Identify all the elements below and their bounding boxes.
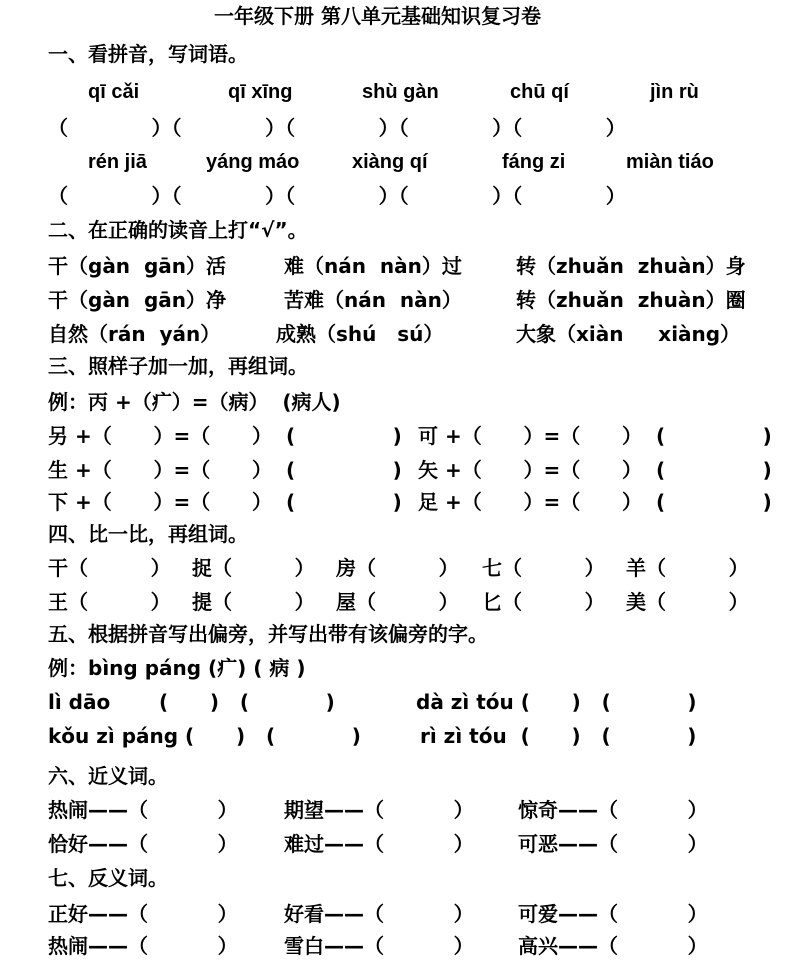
add-exercise[interactable]: 矢 +（ ）=（ ） ( ) [418, 458, 772, 482]
compare-item[interactable]: 匕（ ） [482, 590, 605, 614]
answer-blanks[interactable]: （ ）（ ）（ ）（ ）（ ） [48, 116, 626, 140]
example-line: 例：bìng páng (疒) ( 病 ) [48, 656, 306, 680]
page-title: 一年级下册 第八单元基础知识复习卷 [214, 4, 541, 28]
add-exercise[interactable]: 足 +（ ）=（ ） ( ) [418, 490, 772, 514]
section-5-heading: 五、根据拼音写出偏旁，并写出带有该偏旁的字。 [48, 622, 488, 646]
pinyin-word: shù gàn [362, 81, 439, 103]
compare-item[interactable]: 提（ ） [192, 590, 315, 614]
pinyin-word: miàn tiáo [626, 151, 714, 173]
synonym-item[interactable]: 惊奇——（ ） [518, 798, 708, 822]
radical-exercise[interactable]: dà zì tóu ( ) ( ) [416, 690, 697, 714]
pinyin-word: qī xīng [228, 81, 293, 103]
section-6-heading: 六、近义词。 [48, 764, 168, 788]
section-7-heading: 七、反义词。 [48, 866, 168, 890]
antonym-item[interactable]: 高兴——（ ） [518, 934, 708, 958]
pronunciation-item[interactable]: 转（zhuǎn zhuàn）圈 [516, 288, 746, 312]
compare-item[interactable]: 羊（ ） [626, 556, 749, 580]
compare-item[interactable]: 王（ ） [48, 590, 171, 614]
section-1-heading: 一、看拼音，写词语。 [48, 42, 248, 66]
synonym-item[interactable]: 难过——（ ） [284, 832, 474, 856]
pronunciation-item[interactable]: 自然（rán yán） [48, 322, 221, 346]
synonym-item[interactable]: 恰好——（ ） [48, 832, 238, 856]
add-exercise[interactable]: 生 +（ ）=（ ） ( ) [48, 458, 402, 482]
pinyin-word: qī cǎi [88, 81, 140, 103]
add-exercise[interactable]: 另 +（ ）=（ ） ( ) [48, 424, 402, 448]
pinyin-word: yáng máo [206, 151, 300, 173]
synonym-item[interactable]: 可恶——（ ） [518, 832, 708, 856]
pronunciation-item[interactable]: 成熟（shú sú） [276, 322, 444, 346]
radical-exercise[interactable]: kǒu zì páng ( ) ( ) [48, 724, 361, 748]
synonym-item[interactable]: 热闹——（ ） [48, 798, 238, 822]
radical-exercise[interactable]: lì dāo ( ) ( ) [48, 690, 335, 714]
pronunciation-item[interactable]: 干（gàn gān）活 [48, 254, 227, 278]
section-4-heading: 四、比一比，再组词。 [48, 522, 248, 546]
pinyin-word: jìn rù [650, 81, 699, 103]
antonym-item[interactable]: 热闹——（ ） [48, 934, 238, 958]
pronunciation-item[interactable]: 大象（xiàn xiàng） [516, 322, 741, 346]
answer-blanks[interactable]: （ ）（ ）（ ）（ ）（ ） [48, 184, 626, 208]
section-3-heading: 三、照样子加一加，再组词。 [48, 354, 308, 378]
radical-exercise[interactable]: rì zì tóu ( ) ( ) [420, 724, 697, 748]
example-line: 例：丙 +（疒）=（病） (病人) [48, 390, 341, 414]
pinyin-word: xiàng qí [352, 151, 428, 173]
add-exercise[interactable]: 可 +（ ）=（ ） ( ) [418, 424, 772, 448]
add-exercise[interactable]: 下 +（ ）=（ ） ( ) [48, 490, 402, 514]
compare-item[interactable]: 捉（ ） [192, 556, 315, 580]
compare-item[interactable]: 七（ ） [482, 556, 605, 580]
pronunciation-item[interactable]: 难（nán nàn）过 [284, 254, 462, 278]
pronunciation-item[interactable]: 干（gàn gān）净 [48, 288, 227, 312]
pinyin-word: rén jiā [88, 151, 147, 173]
pronunciation-item[interactable]: 苦难（nán nàn） [284, 288, 462, 312]
antonym-item[interactable]: 雪白——（ ） [284, 934, 474, 958]
pinyin-word: chū qí [510, 81, 569, 103]
antonym-item[interactable]: 可爱——（ ） [518, 902, 708, 926]
antonym-item[interactable]: 正好——（ ） [48, 902, 238, 926]
compare-item[interactable]: 美（ ） [626, 590, 749, 614]
compare-item[interactable]: 屋（ ） [336, 590, 459, 614]
pinyin-word: fáng zi [502, 151, 566, 173]
section-2-heading: 二、在正确的读音上打“√”。 [48, 218, 308, 242]
pronunciation-item[interactable]: 转（zhuǎn zhuàn）身 [516, 254, 746, 278]
compare-item[interactable]: 干（ ） [48, 556, 171, 580]
antonym-item[interactable]: 好看——（ ） [284, 902, 474, 926]
compare-item[interactable]: 房（ ） [336, 556, 459, 580]
synonym-item[interactable]: 期望——（ ） [284, 798, 474, 822]
